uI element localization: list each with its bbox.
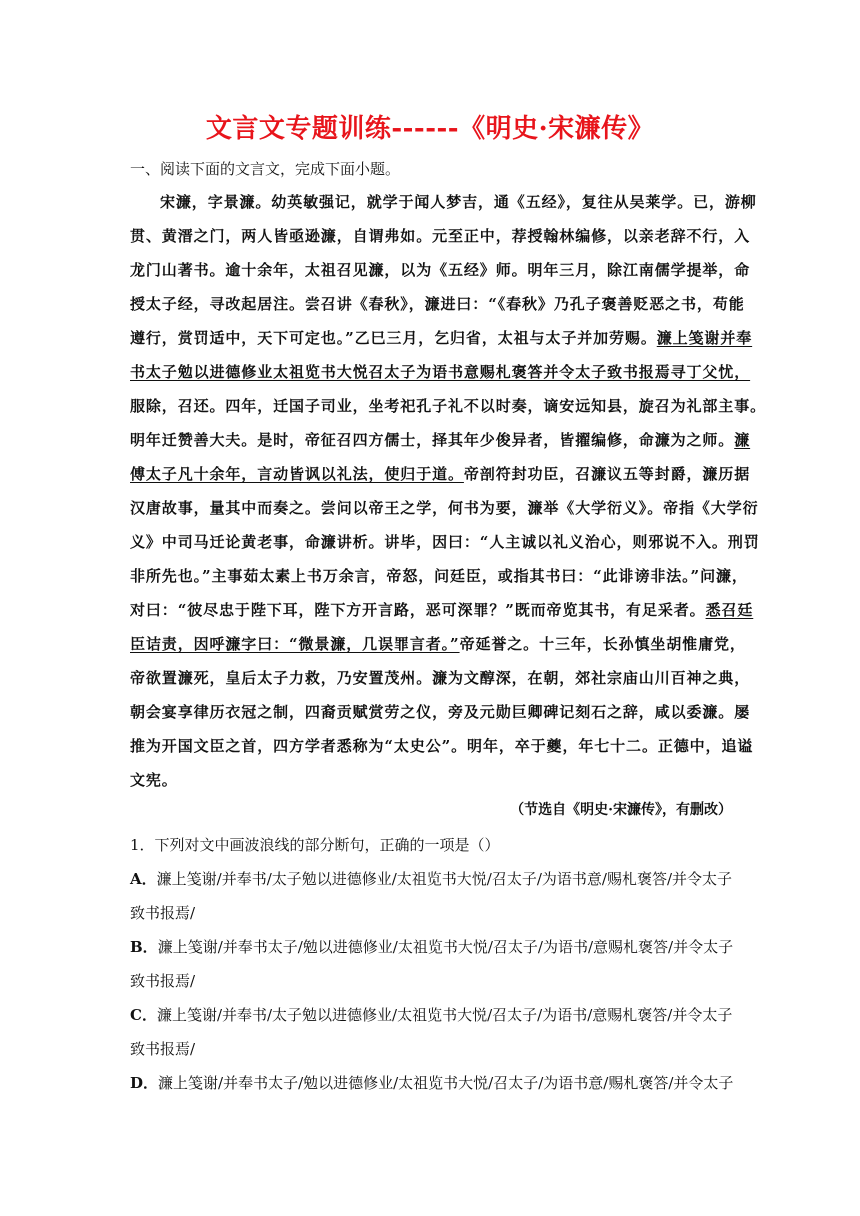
option-b: [130, 936, 732, 957]
passage-line: 授太子经，寻改起居注。尝召讲《春秋》，濂进曰：“《春秋》乃孔子褒善贬恶之书，苟能: [130, 295, 745, 313]
passage-line: [130, 599, 754, 620]
passage-text: 帝延誉之。十三年，长孙慎坐胡惟庸党，: [459, 635, 746, 653]
passage-line: 帝欲置濂死，皇后太子力救，乃安置茂州。濂为文醇深，在朝，郊社宗庙山川百神之典，: [130, 669, 751, 687]
passage-line: 朝会宴享律历衣冠之制，四裔贡赋赏劳之仪，旁及元勋巨卿碑记刻石之辞，咸以委濂。屡: [130, 703, 751, 721]
option-a-continued: 致书报焉/: [130, 904, 196, 922]
wavy-underlined-text: 濂上笺谢并奉: [656, 329, 753, 347]
option-text: 濂上笺谢/并奉书太子/勉以进德修业/太祖览书大悦/召太子/为语书意/赐札褒答/并令太子: [158, 1074, 734, 1092]
passage-line: 汉唐故事，量其中而奏之。尝问以帝王之学，何书为要，濂举《大学衍义》。帝指《大学衍: [130, 499, 759, 517]
underlined-text: 悉召廷: [705, 601, 754, 619]
passage-text: 对曰：“彼尽忠于陛下耳，陛下方开言路，恶可深罪？”既而帝览其书，有足采者。: [130, 601, 706, 619]
passage-line: 义》中司马迁论黄老事，命濂讲析。讲毕，因曰：“人主诚以礼义治心，则邪说不入。刑罚: [130, 533, 760, 551]
passage-text: 明年迁赞善大夫。是时，帝征召四方儒士，择其年少俊异者，皆擢编修，命濂为之师。: [130, 431, 735, 449]
underlined-text: 傅太子凡十余年，言动皆讽以礼法，使归于道。: [130, 465, 464, 483]
option-text: 濂上笺谢/并奉书/太子勉以进德修业/太祖览书大悦/召太子/为语书/意赐札褒答/并令太子: [156, 1006, 733, 1024]
option-text: 濂上笺谢/并奉书太子/勉以进德修业/太祖览书大悦/召太子/为语书/意赐札褒答/并令太子: [157, 938, 734, 956]
passage-line: 服除，召还。四年，迁国子司业，坐考祀孔子礼不以时奏，谪安远知县，旋召为礼部主事。: [130, 397, 767, 415]
passage-line: 非所先也。”主事茹太素上书万余言，帝怒，问廷臣，或指其书曰：“此诽谤非法。”问濂，: [130, 567, 748, 585]
passage-text: 遵行，赏罚适中，天下可定也。”乙巳三月，乞归省，太祖与太子并加劳赐。: [130, 329, 657, 347]
option-label: C．: [130, 1006, 157, 1024]
passage-line: 推为开国文臣之首，四方学者悉称为“太史公”。明年，卒于夔，年七十二。正德中，追谥: [130, 737, 754, 755]
passage-line: [130, 327, 753, 348]
passage-line: 龙门山著书。逾十余年，太祖召见濂，以为《五经》师。明年三月，除江南儒学提举，命: [130, 261, 751, 279]
option-c-continued: 致书报焉/: [130, 1040, 196, 1058]
source-citation: （节选自《明史·宋濂传》，有删改）: [510, 802, 732, 818]
passage-line: 宋濂，字景濂。幼英敏强记，就学于闻人梦吉，通《五经》，复往从吴莱学。已，游柳: [160, 193, 757, 211]
option-d: [130, 1072, 732, 1093]
wavy-underlined-text: 书太子勉以进德修业太祖览书大悦召太子为语书意赐札褒答并令太子致书报焉寻丁父忧，: [130, 363, 751, 381]
passage-line: [130, 463, 751, 484]
page-title: 文言文专题训练------《明史·宋濂传》: [205, 114, 655, 144]
passage-line: 文宪。: [130, 771, 178, 789]
underlined-text: 濂: [734, 431, 751, 449]
passage-line: [130, 429, 751, 450]
section-instruction: 一、阅读下面的文言文，完成下面小题。: [130, 160, 401, 178]
passage-line: [130, 633, 746, 654]
option-b-continued: 致书报焉/: [130, 972, 196, 990]
option-label: D．: [130, 1074, 159, 1092]
question-stem: 1．下列对文中画波浪线的部分断句，正确的一项是（）: [130, 836, 500, 854]
passage-text: 帝剖符封功臣，召濂议五等封爵，濂历据: [463, 465, 751, 483]
option-c: [130, 1004, 732, 1025]
underlined-text: 臣诘责，因呼濂字曰：“微景濂，几误罪言者。”: [130, 635, 460, 653]
option-label: A．: [130, 870, 157, 888]
passage-line: 贯、黄溍之门，两人皆亟逊濂，自谓弗如。元至正中，荐授翰林编修，以亲老辞不行，入: [130, 227, 751, 245]
option-a: [130, 868, 732, 889]
option-label: B．: [130, 938, 158, 956]
option-text: 濂上笺谢/并奉书/太子勉以进德修业/太祖览书大悦/召太子/为语书意/赐札褒答/并令太子: [156, 870, 733, 888]
